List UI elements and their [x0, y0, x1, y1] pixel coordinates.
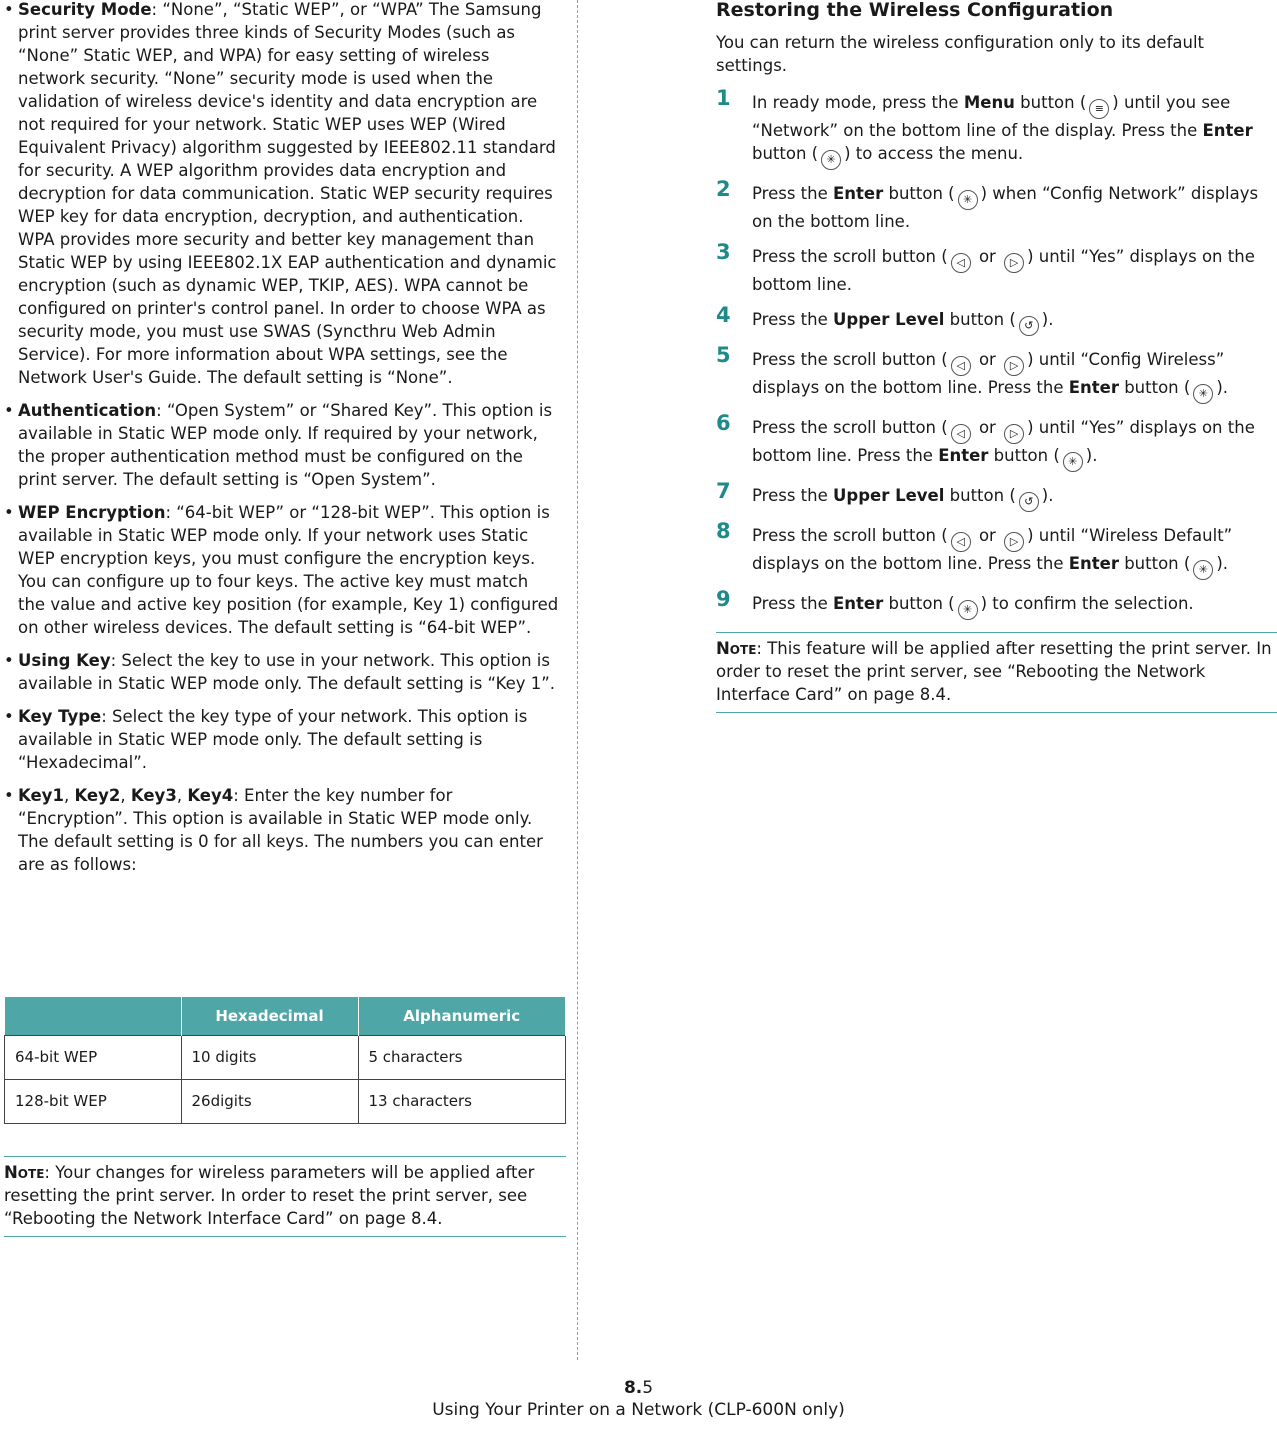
section-intro: You can return the wireless configuration only to its default settings.	[716, 33, 1205, 75]
step-number: 4	[716, 303, 731, 327]
upper-level-icon: ↺	[1019, 492, 1039, 512]
desc-authentication: : “Open System” or “Shared Key”. This option is available in Static WEP mode only. If required by your network, the proper authentication method must be configured on the print server. The default setting is “Open System”.	[18, 401, 553, 489]
enter-button-icon: ✳	[958, 190, 978, 210]
term-key4: Key4	[187, 786, 234, 805]
scroll-left-icon: ◁	[951, 424, 971, 444]
table-header	[5, 997, 182, 1036]
sep: ,	[176, 786, 188, 805]
table-cell: 10 digits	[181, 1036, 358, 1080]
sep: ,	[63, 786, 75, 805]
note-right	[716, 632, 1277, 713]
desc-key-type: : Select the key type of your network. This option is available in Static WEP mode only. The default setting is “Hexadecimal”.	[18, 707, 528, 772]
bullet-authentication: • Authentication: “Open System” or “Shared Key”. This option is available in Static WEP mode only. If required by your network, the proper authentication method must be configured on the print server. The default setting is “Open System”.	[4, 401, 553, 489]
table-header: Alphanumeric	[358, 997, 566, 1036]
bullet-key-type: • Key Type: Select the key type of your network. This option is available in Static WEP mode only. The default setting is “Hexadecimal”.	[4, 707, 528, 772]
enter-button-icon: ✳	[821, 150, 841, 170]
note-text: : This feature will be applied after resetting the print server. In order to reset the print server, see “Rebooting the Network Interface Card” on page 8.4.	[716, 639, 1272, 704]
scroll-right-icon: ▷	[1004, 356, 1024, 376]
footer-caption: Using Your Printer on a Network (CLP-600N only)	[432, 1400, 845, 1420]
scroll-left-icon: ◁	[951, 532, 971, 552]
step-3: 3 Press the scroll button ( ◁ or ▷ ) until “Yes” displays on the bottom line.	[716, 240, 1255, 294]
term-wep-encryption: WEP Encryption	[18, 503, 166, 522]
desc-wep-encryption: : “64-bit WEP” or “128-bit WEP”. This option is available in Static WEP mode only. If your network uses Static WEP encryption keys, you must configure the encryption keys. You can configure up to four keys. The active key must match the value and active key position (for example, Key 1) configured on other wireless devices. The default setting is “64-bit WEP”.	[18, 503, 559, 637]
step-number: 2	[716, 177, 731, 201]
enter-button-icon: ✳	[958, 600, 978, 620]
section-title: Restoring the Wireless Configuration	[716, 0, 1114, 21]
step-9: 9 Press the Enter button ( ✳ ) to confirm the selection.	[716, 592, 1277, 620]
key-length-table	[4, 997, 566, 1124]
step-number: 3	[716, 240, 731, 264]
term-using-key: Using Key	[18, 651, 111, 670]
column-divider	[577, 0, 578, 1360]
scroll-left-icon: ◁	[951, 356, 971, 376]
table-cell: 5 characters	[358, 1036, 566, 1080]
left-column	[4, 0, 560, 1228]
note-text: : Your changes for wireless parameters will be applied after resetting the print server. In order to reset the print server, see “Rebooting the Network Interface Card” on page 8.4.	[4, 1163, 535, 1228]
table-cell: 64-bit WEP	[5, 1036, 182, 1080]
bullet-wep-encryption: • WEP Encryption: “64-bit WEP” or “128-bit WEP”. This option is available in Static WEP mode only. If your network uses Static WEP encryption keys, you must configure the encryption keys. You can configure up to four keys. The active key must match the value and active key position (for example, Key 1) configured on other wireless devices. The default setting is “64-bit WEP”.	[4, 503, 559, 637]
table-row	[5, 1080, 566, 1124]
sep: ,	[120, 786, 131, 805]
bullet-keys: • Key1, Key2, Key3, Key4: Enter the key number for “Encryption”. This option is available in Static WEP mode only. The default setting is 0 for all keys. The numbers you can enter are as follows:	[4, 786, 543, 874]
step-4: 4 Press the Upper Level button ( ↺ ).	[716, 308, 1277, 336]
upper-level-icon: ↺	[1019, 316, 1039, 336]
term-key-type: Key Type	[18, 707, 102, 726]
page-index: 5	[642, 1378, 654, 1398]
table-cell: 128-bit WEP	[5, 1080, 182, 1124]
term-authentication: Authentication	[18, 401, 157, 420]
desc-keys: : Enter the key number for “Encryption”. This option is available in Static WEP mode only. The default setting is 0 for all keys. The numbers you can enter are as follows:	[18, 786, 543, 874]
enter-button-icon: ✳	[1063, 452, 1083, 472]
table-header: Hexadecimal	[181, 997, 358, 1036]
enter-button-icon: ✳	[1193, 384, 1213, 404]
step-1: 1 In ready mode, press the Menu button ( ≡ ) until you see “Network” on the bottom line of the display. Press the Enter button ( ✳ ) to access the menu.	[716, 91, 1277, 170]
step-number: 5	[716, 343, 731, 367]
table-cell: 13 characters	[358, 1080, 566, 1124]
step-2: 2 Press the Enter button ( ✳ ) when “Config Network” displays on the bottom line.	[716, 177, 1259, 231]
term-key2: Key2	[74, 786, 121, 805]
scroll-right-icon: ▷	[1004, 424, 1024, 444]
page-footer	[0, 1377, 1277, 1421]
step-number: 6	[716, 411, 731, 435]
note-left	[4, 1156, 566, 1237]
step-8: 8 Press the scroll button ( ◁ or ▷ ) until “Wireless Default” displays on the bottom line. Press the Enter button ( ✳ ).	[716, 524, 1277, 580]
chapter-number: 8.	[623, 1378, 643, 1398]
table-row	[5, 1036, 566, 1080]
desc-security-mode: : “None”, “Static WEP”, or “WPA” The Samsung print server provides three kinds of Security Modes (such as “None” Static WEP, and WPA) for easy setting of wireless network security. “None” security mode is used when the validation of wireless device's identity and data encryption are not required for your network. Static WEP uses WEP (Wired Equivalent Privacy) algorithm suggested by IEEE802.11 standard for security. A WEP algorithm provides data encryption and decryption for data communication. Static WEP security requires WEP key for data encryption, decryption, and authentication. WPA provides more security and better key management than Static WEP by using IEEE802.1X EAP authentication and dynamic encryption (such as dynamic WEP, TKIP, AES). WPA cannot be configured on printer's control panel. In order to choose WPA as security mode, you must use SWAS (Syncthru Web Admin Service). For more information about WPA settings, see the Network User's Guide. The default setting is “None”.	[18, 0, 557, 387]
bullet-using-key: • Using Key: Select the key to use in your network. This option is available in Static WEP mode only. The default setting is “Key 1”.	[4, 651, 556, 693]
scroll-left-icon: ◁	[951, 253, 971, 273]
table-cell: 26digits	[181, 1080, 358, 1124]
bullet-security-mode: • Security Mode: “None”, “Static WEP”, or “WPA” The Samsung print server provides three kinds of Security Modes (such as “None” Static WEP, and WPA) for easy setting of wireless network security. “None” security mode is used when the validation of wireless device's identity and data encryption are not required for your network. Static WEP uses WEP (Wired Equivalent Privacy) algorithm suggested by IEEE802.11 standard for security. A WEP algorithm provides data encryption and decryption for data communication. Static WEP security requires WEP key for data encryption, decryption, and authentication. WPA provides more security and better key management than Static WEP by using IEEE802.1X EAP authentication and dynamic encryption (such as dynamic WEP, TKIP, AES). WPA cannot be configured on printer's control panel. In order to choose WPA as security mode, you must use SWAS (Syncthru Web Admin Service). For more information about WPA settings, see the Network User's Guide. The default setting is “None”.	[4, 0, 557, 387]
enter-button-icon: ✳	[1193, 560, 1213, 580]
scroll-right-icon: ▷	[1004, 253, 1024, 273]
step-number: 7	[716, 479, 731, 503]
term-security-mode: Security Mode	[18, 0, 152, 19]
desc-using-key: : Select the key to use in your network. This option is available in Static WEP mode only. The default setting is “Key 1”.	[18, 651, 556, 693]
step-5: 5 Press the scroll button ( ◁ or ▷ ) until “Config Wireless” displays on the bottom line. Press the Enter button ( ✳ ).	[716, 348, 1277, 404]
right-column	[716, 0, 1277, 713]
step-number: 9	[716, 587, 731, 611]
term-key1: Key1	[18, 786, 64, 805]
note-label: Note	[716, 639, 757, 658]
note-label: Note	[4, 1163, 45, 1182]
scroll-right-icon: ▷	[1004, 532, 1024, 552]
step-number: 1	[716, 86, 731, 110]
step-6: 6 Press the scroll button ( ◁ or ▷ ) until “Yes” displays on the bottom line. Press the Enter button ( ✳ ).	[716, 416, 1277, 472]
term-key3: Key3	[130, 786, 177, 805]
menu-button-icon: ≡	[1089, 99, 1109, 119]
page-number	[0, 1377, 1277, 1399]
step-number: 8	[716, 519, 731, 543]
step-7: 7 Press the Upper Level button ( ↺ ).	[716, 484, 1277, 512]
